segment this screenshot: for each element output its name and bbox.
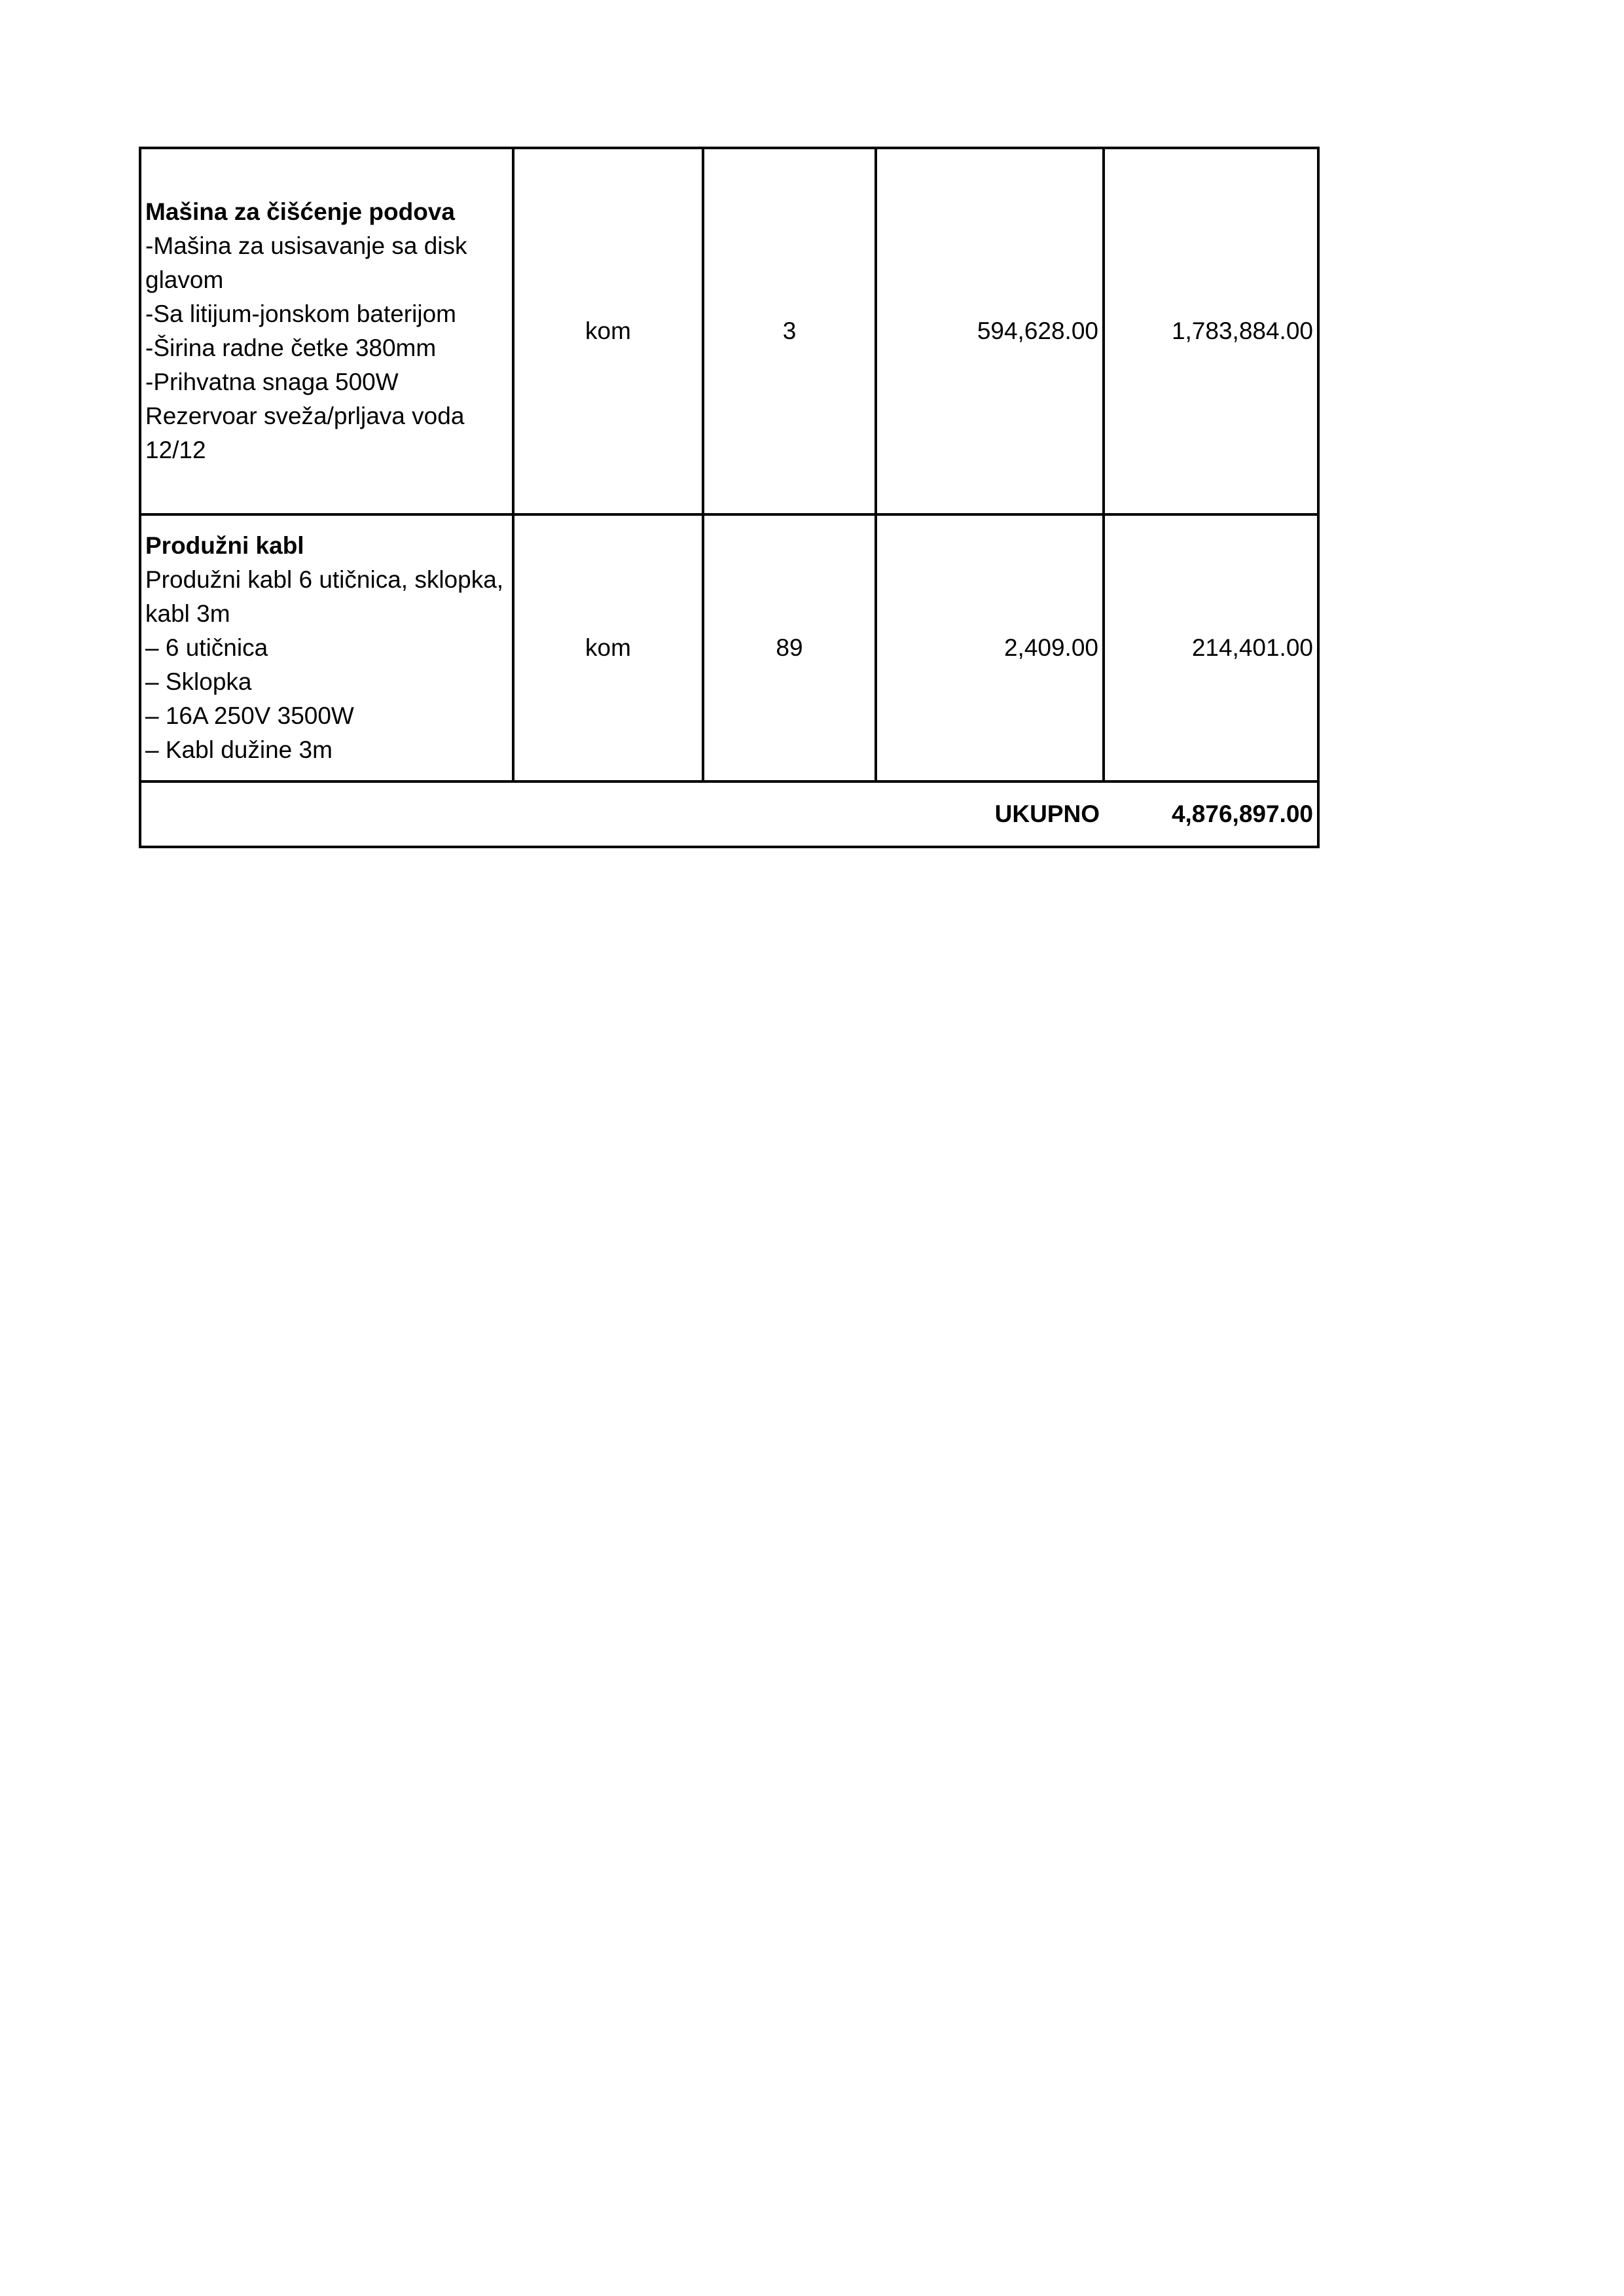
total-row xyxy=(140,781,1318,847)
item-spec-line: kabl 3m xyxy=(145,600,230,627)
item-total-cell: 214,401.00 xyxy=(1104,514,1318,781)
item-spec-line: – 6 utičnica xyxy=(145,634,268,661)
item-unit-price-cell: 2,409.00 xyxy=(876,514,1104,781)
item-quantity-cell: 89 xyxy=(703,514,876,781)
item-quantity-cell: 3 xyxy=(703,148,876,514)
item-unit-cell: kom xyxy=(513,148,703,514)
item-spec-line: -Prihvatna snaga 500W xyxy=(145,368,399,395)
item-title: Mašina za čišćenje podova xyxy=(145,198,455,225)
total-value: 4,876,897.00 xyxy=(1104,781,1318,847)
item-spec-line: -Širina radne četke 380mm xyxy=(145,334,437,361)
table-row xyxy=(140,514,1318,781)
item-spec-line: 12/12 xyxy=(145,437,206,463)
item-spec-line: Produžni kabl 6 utičnica, sklopka, xyxy=(145,566,504,593)
item-title: Produžni kabl xyxy=(145,532,304,559)
item-spec-line: glavom xyxy=(145,266,224,293)
item-spec-line: -Mašina za usisavanje sa disk xyxy=(145,232,467,259)
items-table xyxy=(139,147,1320,848)
item-description-cell xyxy=(140,514,513,781)
item-spec-line: – Sklopka xyxy=(145,668,252,695)
table-row xyxy=(140,148,1318,514)
item-spec-line: – 16A 250V 3500W xyxy=(145,702,354,729)
item-total-cell: 1,783,884.00 xyxy=(1104,148,1318,514)
item-unit-cell: kom xyxy=(513,514,703,781)
total-label: UKUPNO xyxy=(140,781,1104,847)
item-description-cell xyxy=(140,148,513,514)
item-unit-price-cell: 594,628.00 xyxy=(876,148,1104,514)
item-spec-line: -Sa litijum-jonskom baterijom xyxy=(145,300,456,327)
item-spec-line: Rezervoar sveža/prljava voda xyxy=(145,403,465,429)
item-spec-line: – Kabl dužine 3m xyxy=(145,736,333,763)
